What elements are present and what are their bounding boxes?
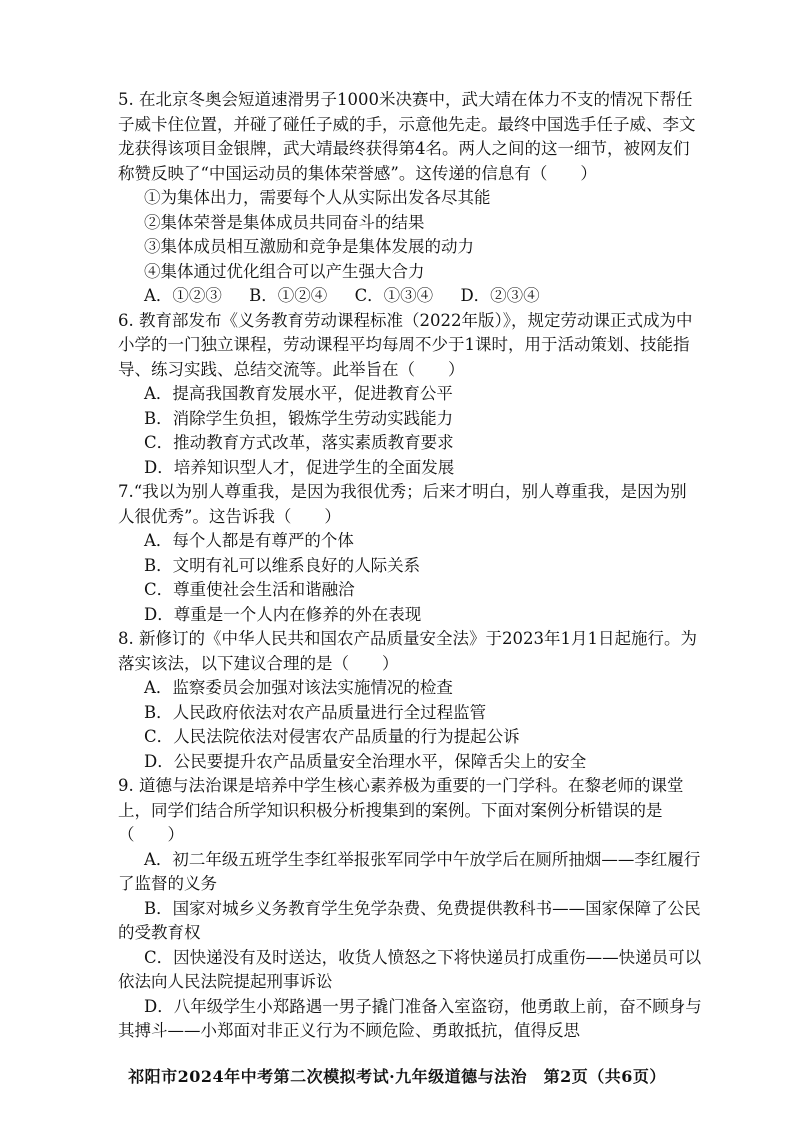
option-b: B．人民政府依法对农产品质量进行全过程监管 — [144, 702, 487, 722]
option-a: A．①②③ — [144, 286, 222, 305]
option-d: D．尊重是一个人内在修养的外在表现 — [144, 604, 422, 624]
statement-item: ②集体荣誉是集体成员共同奋斗的结果 — [144, 212, 425, 232]
option-row — [118, 284, 703, 309]
statement-item: ④集体通过优化组合可以产生强大合力 — [144, 261, 425, 281]
page-footer: 祁阳市2024年中考第二次模拟考试·九年级道德与法治 第2页（共6页） — [128, 1067, 666, 1086]
option-c: C．①③④ — [354, 286, 434, 305]
option-b: B．①②④ — [249, 286, 328, 305]
question-7 — [118, 480, 703, 627]
option-c: C．人民法院依法对侵害农产品质量的行为提起公诉 — [144, 727, 520, 746]
option-a: A．初二年级五班学生李红举报张军同学中午放学后在厕所抽烟——李红履行了监督的义务 — [118, 849, 701, 893]
question-8 — [118, 627, 703, 774]
question-stem: 5. 在北京冬奥会短道速滑男子1000米决赛中，武大靖在体力不支的情况下帮任子威卡住位置，并碰了碰任子威的手，示意他先走。最终中国选手任子威、李文龙获得该项目金银牌，武大靖最终获得第4名。两人之间的这一细节，被网友们称赞反映了“中国运动员的集体荣誉感”。这传递的信息有（ ） — [118, 90, 696, 183]
option-a: A．监察委员会加强对该法实施情况的检查 — [144, 678, 453, 697]
statement-item: ③集体成员相互激励和竞争是集体发展的动力 — [144, 237, 474, 256]
option-c: C．推动教育方式改革，落实素质教育要求 — [144, 433, 454, 452]
option-d: D．八年级学生小郑路遇一男子撬门准备入室盗窃，他勇敢上前，奋不顾身与其搏斗——小郑面对非正义行为不顾危险、勇敢抵抗，值得反思 — [118, 996, 702, 1040]
question-list — [118, 88, 703, 1044]
option-a: A．每个人都是有尊严的个体 — [144, 531, 354, 550]
option-c: C．尊重使社会生活和谐融洽 — [144, 580, 355, 599]
question-5 — [118, 88, 703, 309]
option-b: B．国家对城乡义务教育学生免学杂费、免费提供教科书——国家保障了公民的受教育权 — [118, 898, 701, 942]
question-stem: 7.“我以为别人尊重我，是因为我很优秀；后来才明白，别人尊重我，是因为别人很优秀”。这告诉我（ ） — [118, 482, 687, 526]
statement-item: ①为集体出力，需要每个人从实际出发各尽其能 — [144, 188, 491, 207]
option-d: D．②③④ — [460, 286, 540, 305]
question-stem: 6. 教育部发布《义务教育劳动课程标准（2022年版）》，规定劳动课正式成为中小学的一门独立课程，劳动课程平均每周不少于1课时，用于活动策划、技能指导、练习实践、总结交流等。此举旨在（ ） — [118, 310, 693, 379]
option-a: A．提高我国教育发展水平，促进教育公平 — [144, 384, 453, 403]
option-b: B．消除学生负担，锻炼学生劳动实践能力 — [144, 408, 454, 428]
question-stem: 9. 道德与法治课是培养中学生核心素养极为重要的一门学科。在黎老师的课堂上，同学们结合所学知识积极分析搜集到的案例。下面对案例分析错误的是（ ） — [118, 776, 684, 844]
option-c: C．因快递没有及时送达，收货人愤怒之下将快递员打成重伤——快递员可以依法向人民法院提起刑事诉讼 — [118, 947, 702, 991]
question-stem: 8. 新修订的《中华人民共和国农产品质量安全法》于2023年1月1日起施行。为落实该法，以下建议合理的是（ ） — [118, 629, 697, 673]
option-b: B．文明有礼可以维系良好的人际关系 — [144, 555, 421, 575]
question-9 — [118, 774, 703, 1044]
option-d: D．公民要提升农产品质量安全治理水平，保障舌尖上的安全 — [144, 751, 587, 771]
question-6 — [118, 309, 703, 481]
option-d: D．培养知识型人才，促进学生的全面发展 — [144, 457, 455, 477]
